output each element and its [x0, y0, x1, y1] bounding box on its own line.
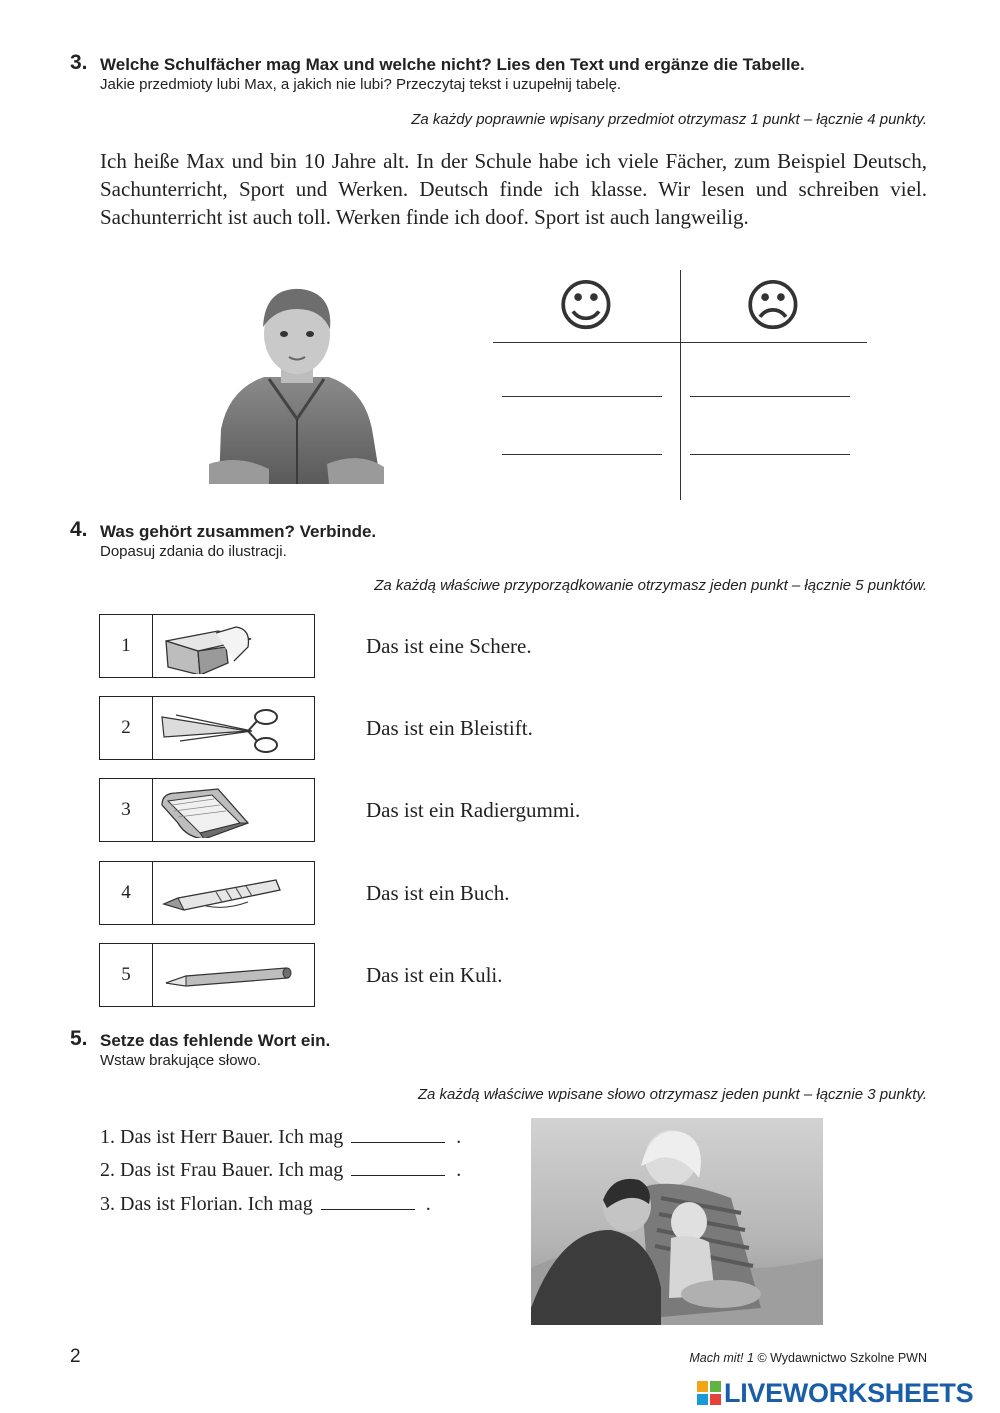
like-answer-blank-2[interactable]	[502, 454, 662, 455]
exercise-4-title-pl: Dopasuj zdania do ilustracji.	[100, 543, 287, 560]
liveworksheets-logo[interactable]	[697, 1378, 973, 1408]
exercise-3-title-de: Welche Schulfächer mag Max und welche nicht? Lies den Text und ergänze die Tabelle.	[100, 55, 805, 74]
eraser-icon	[156, 619, 306, 674]
item-number: 2	[100, 697, 153, 759]
sentence-1[interactable]: Das ist eine Schere.	[366, 634, 532, 658]
item-number: 1	[100, 615, 153, 677]
item-number: 5	[100, 944, 153, 1006]
exercise-4-number: 4.	[70, 518, 88, 541]
publisher-credit	[689, 1351, 927, 1365]
exercise-4-title-de: Was gehört zusammen? Verbinde.	[100, 522, 377, 541]
table-divider	[680, 270, 681, 500]
copyright: © Wydawnictwo Szkolne PWN	[757, 1351, 927, 1365]
picture-box-3[interactable]	[99, 778, 315, 842]
exercise-4-points-note: Za każdą właściwe przyporządkowanie otrzymasz jeden punkt – łącznie 5 punktów.	[374, 577, 927, 594]
dislike-answer-blank-1[interactable]	[690, 396, 850, 397]
fill-sentence-1	[100, 1124, 461, 1149]
likes-table	[493, 270, 867, 500]
logo-icon	[697, 1381, 721, 1405]
fill-sentence-text: 2. Das ist Frau Bauer. Ich mag	[100, 1159, 344, 1181]
item-number: 3	[100, 779, 153, 841]
book-title: Mach mit! 1	[689, 1351, 754, 1365]
picture-box-2[interactable]	[99, 696, 315, 760]
pencil-icon	[156, 948, 306, 1003]
fill-sentence-2	[100, 1157, 461, 1182]
fill-sentence-text: 3. Das ist Florian. Ich mag	[100, 1193, 313, 1215]
picture-box-1[interactable]	[99, 614, 315, 678]
boy-photo	[209, 279, 384, 484]
exercise-3-paragraph: Ich heiße Max und bin 10 Jahre alt. In der Schule habe ich viele Fächer, zum Beispiel Deutsch, Sachunterricht, Sport und Werken. Deutsch finde ich klasse. Wir lesen und schreiben viel. Sachunterricht ist auch toll. Werken finde ich doof. Sport ist auch langweilig.	[100, 149, 927, 229]
picture-box-4[interactable]	[99, 861, 315, 925]
item-number: 4	[100, 862, 153, 924]
end-punct: .	[456, 1159, 462, 1181]
exercise-3-points-note: Za każdy poprawnie wpisany przedmiot otrzymasz 1 punkt – łącznie 4 punkty.	[411, 111, 927, 128]
book-icon	[156, 783, 306, 838]
end-punct: .	[425, 1193, 431, 1215]
sad-face-icon: ☹	[743, 274, 803, 339]
picture-box-5[interactable]	[99, 943, 315, 1007]
exercise-3-number: 3.	[70, 51, 88, 74]
scissors-icon	[156, 701, 306, 756]
like-answer-blank-1[interactable]	[502, 396, 662, 397]
exercise-5-title-de: Setze das fehlende Wort ein.	[100, 1031, 331, 1050]
exercise-5-title-pl: Wstaw brakujące słowo.	[100, 1052, 261, 1069]
dislike-answer-blank-2[interactable]	[690, 454, 850, 455]
exercise-5-number: 5.	[70, 1027, 88, 1050]
logo-text: LIVEWORKSHEETS	[724, 1377, 974, 1408]
page-number: 2	[70, 1346, 81, 1367]
sentence-3[interactable]: Das ist ein Radiergummi.	[366, 798, 581, 822]
answer-blank-1[interactable]	[351, 1124, 445, 1143]
fill-sentence-text: 1. Das ist Herr Bauer. Ich mag	[100, 1126, 344, 1148]
pen-icon	[156, 866, 306, 921]
family-photo	[531, 1118, 823, 1325]
fill-sentence-3	[100, 1191, 431, 1216]
sentence-2[interactable]: Das ist ein Bleistift.	[366, 716, 533, 740]
happy-face-icon: ☺	[556, 274, 616, 339]
end-punct: .	[456, 1126, 462, 1148]
sentence-4[interactable]: Das ist ein Buch.	[366, 881, 510, 905]
answer-blank-3[interactable]	[321, 1191, 415, 1210]
answer-blank-2[interactable]	[351, 1157, 445, 1176]
exercise-5-points-note: Za każdą właściwe wpisane słowo otrzymasz jeden punkt – łącznie 3 punkty.	[417, 1086, 927, 1103]
exercise-3-title-pl: Jakie przedmioty lubi Max, a jakich nie lubi? Przeczytaj tekst i uzupełnij tabelę.	[100, 76, 622, 93]
sentence-5[interactable]: Das ist ein Kuli.	[366, 963, 503, 987]
